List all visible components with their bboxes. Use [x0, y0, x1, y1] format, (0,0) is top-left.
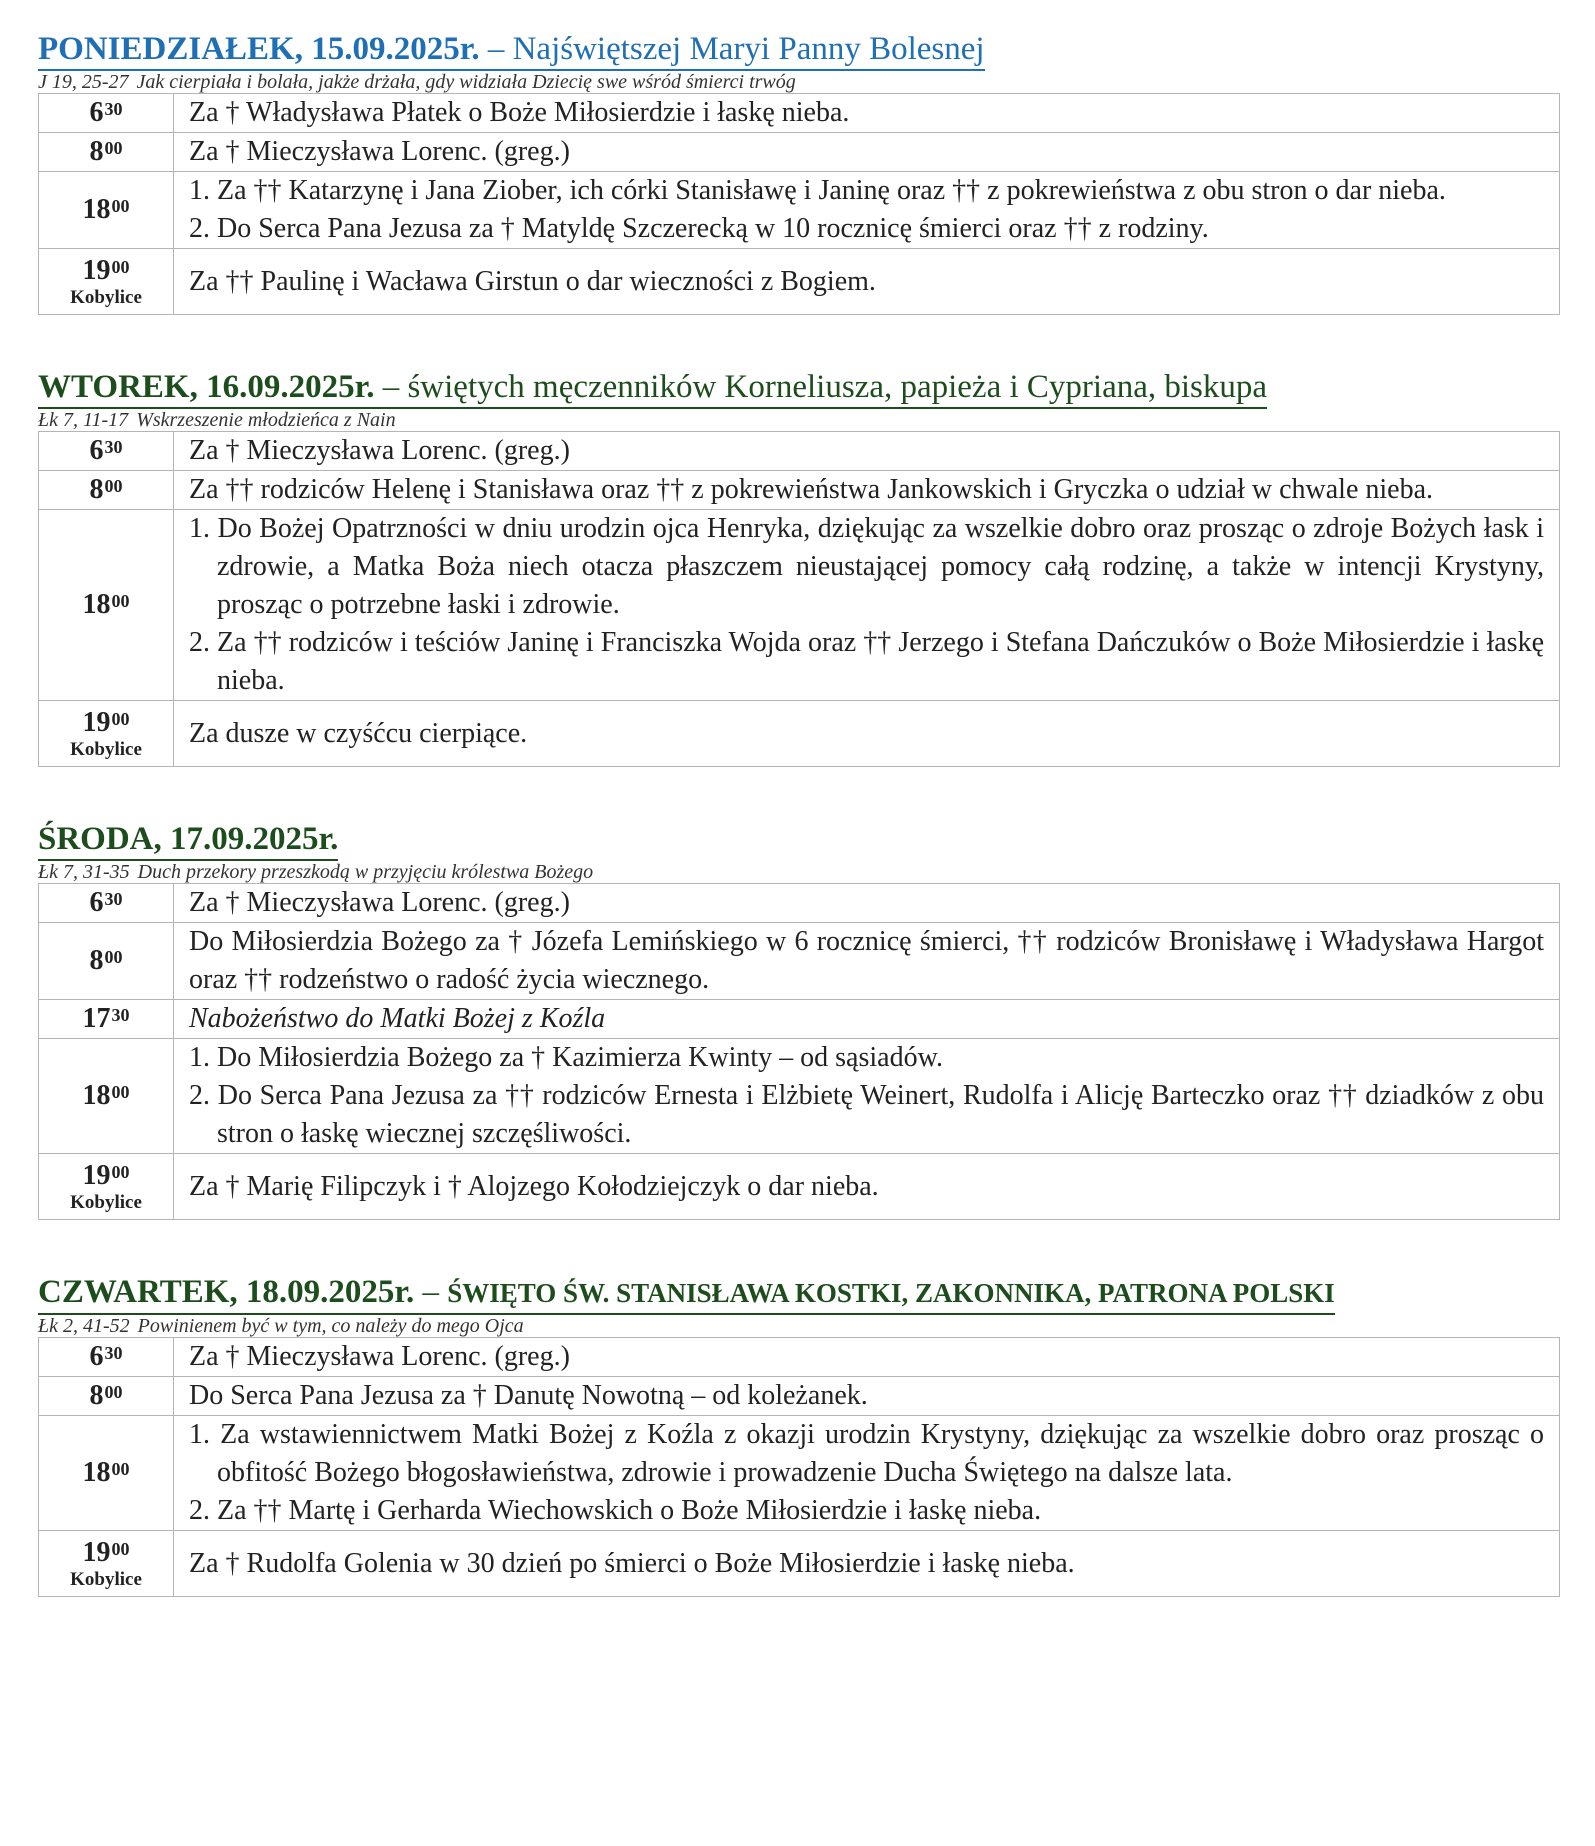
- mass-time: [39, 249, 174, 315]
- time-minutes: 30: [104, 1343, 123, 1363]
- reading-reference: J 19, 25-27: [38, 71, 129, 93]
- time-minutes: 00: [111, 256, 130, 277]
- mass-intentions: [174, 133, 1560, 172]
- time-hour: 19: [82, 1159, 111, 1191]
- mass-row: [39, 94, 1560, 133]
- time-hour: 8: [89, 474, 104, 505]
- mass-time: [39, 510, 174, 701]
- time-hour: 8: [89, 1380, 104, 1411]
- reading-title: Jak cierpiała i bolała, jakże drżała, gdy widziała Dziecię swe wśród śmierci trwóg: [136, 71, 796, 93]
- day-heading: [38, 29, 985, 71]
- mass-intentions: [174, 1531, 1560, 1597]
- mass-time: [39, 133, 174, 172]
- time-hour: 6: [89, 1341, 104, 1372]
- intention-text: 2. Za †† rodziców i teściów Janinę i Franciszka Wojda oraz †† Jerzego i Stefana Dańczuków o Boże Miłosierdzie i łaskę nieba.: [189, 627, 1544, 696]
- heading-separator: –: [374, 369, 408, 405]
- time-hour: 19: [82, 254, 111, 286]
- mass-time: [39, 1039, 174, 1154]
- time-minutes: 00: [104, 1382, 123, 1402]
- reading-reference: Łk 2, 41-52: [38, 1315, 130, 1337]
- day-section: [38, 367, 1560, 767]
- heading-separator: –: [414, 1274, 448, 1310]
- time-value: [83, 1537, 130, 1568]
- intention-text: Do Miłosierdzia Bożego za † Józefa Lemińskiego w 6 rocznicę śmierci, †† rodziców Bronisławę i Władysława Hargot oraz †† rodzeństwo o radość życia wiecznego.: [189, 926, 1544, 995]
- day-heading: [38, 819, 338, 861]
- mass-time: [39, 432, 174, 471]
- time-hour: 18: [82, 194, 111, 225]
- time-hour: 6: [89, 435, 104, 466]
- intention-text: 1. Za wstawiennictwem Matki Bożej z Koźla z okazji urodzin Krystyny, dziękując za wszelkie dobro oraz prosząc o obfitość Bożego błogosławieństwa, zdrowie i prowadzenie Ducha Świętego na dalsze lata.: [189, 1419, 1544, 1488]
- time-value: [90, 136, 123, 167]
- time-minutes: 00: [111, 196, 130, 216]
- time-value: [90, 474, 123, 505]
- time-minutes: 30: [104, 437, 123, 457]
- mass-row: [39, 432, 1560, 471]
- time-minutes: 00: [111, 1161, 130, 1182]
- mass-intentions: [174, 1039, 1560, 1154]
- mass-schedule-table: [38, 431, 1560, 767]
- mass-row: [39, 1377, 1560, 1416]
- time-value: [83, 194, 130, 225]
- mass-location: Kobylice: [70, 1568, 142, 1590]
- time-value: [90, 887, 123, 918]
- time-hour: 19: [82, 706, 111, 738]
- intention-text: 2. Do Serca Pana Jezusa za † Matyldę Szczerecką w 10 rocznicę śmierci oraz †† z rodziny.: [189, 213, 1209, 244]
- day-name: WTOREK, 16.09.2025r.: [38, 369, 375, 405]
- time-value: [83, 1080, 130, 1111]
- mass-row: [39, 249, 1560, 315]
- time-value: [90, 1341, 123, 1372]
- intention-text: Nabożeństwo do Matki Bożej z Koźla: [189, 1003, 606, 1034]
- mass-time: [39, 1416, 174, 1531]
- day-section: [38, 29, 1560, 315]
- mass-schedule-table: [38, 883, 1560, 1220]
- time-minutes: 00: [111, 1538, 130, 1559]
- intention-text: Za † Mieczysława Lorenc. (greg.): [189, 1341, 570, 1372]
- mass-row: [39, 133, 1560, 172]
- intention-text: 1. Za †† Katarzynę i Jana Ziober, ich córki Stanisławę i Janinę oraz †† z pokrewieństwa z obu stron o dar nieba.: [189, 175, 1446, 206]
- mass-row: [39, 1416, 1560, 1531]
- reading-title: Wskrzeszenie młodzieńca z Nain: [136, 409, 396, 431]
- gospel-reading: [38, 71, 1560, 93]
- intention-text: Za †† Paulinę i Wacława Girstun o dar wieczności z Bogiem.: [189, 265, 876, 297]
- mass-intentions: [174, 249, 1560, 315]
- intention-text: 1. Do Bożej Opatrzności w dniu urodzin ojca Henryka, dziękując za wszelkie dobro oraz prosząc o zdroje Bożych łask i zdrowie, a Matka Boża niech otacza płaszczem nieustającej pomocy całą rodzinę, a także w intencji Krystyny, prosząc o potrzebne łaski i zdrowie.: [189, 513, 1544, 620]
- time-value: [83, 255, 130, 286]
- mass-time: [39, 1000, 174, 1039]
- day-name: PONIEDZIAŁEK, 15.09.2025r.: [38, 31, 480, 67]
- time-hour: 8: [89, 136, 104, 167]
- time-hour: 6: [89, 887, 104, 918]
- time-hour: 17: [82, 1003, 111, 1034]
- mass-row: [39, 1154, 1560, 1220]
- intention-text: Za † Mieczysława Lorenc. (greg.): [189, 136, 570, 167]
- mass-row: [39, 471, 1560, 510]
- mass-row: [39, 1338, 1560, 1377]
- gospel-reading: [38, 861, 1560, 883]
- mass-intentions: [174, 1338, 1560, 1377]
- mass-schedule-table: [38, 1337, 1560, 1597]
- time-value: [90, 945, 123, 976]
- intention-text: Do Serca Pana Jezusa za † Danutę Nowotną – od koleżanek.: [189, 1380, 868, 1411]
- feast-name: świętych męczenników Korneliusza, papieża i Cypriana, biskupa: [407, 369, 1268, 405]
- day-heading: [38, 1272, 1335, 1315]
- day-section: [38, 1272, 1560, 1597]
- time-value: [90, 1380, 123, 1411]
- mass-time: [39, 172, 174, 249]
- mass-intentions-document: [38, 0, 1560, 1597]
- mass-intentions: [174, 1000, 1560, 1039]
- time-hour: 18: [82, 1080, 111, 1111]
- time-hour: 6: [89, 97, 104, 128]
- time-minutes: 00: [111, 1082, 130, 1102]
- time-minutes: 00: [104, 138, 123, 158]
- day-section: [38, 819, 1560, 1220]
- gospel-reading: [38, 409, 1560, 431]
- intention-text: Za †† rodziców Helenę i Stanisława oraz †† z pokrewieństwa Jankowskich i Gryczka o udział w chwale nieba.: [189, 474, 1434, 505]
- mass-row: [39, 1531, 1560, 1597]
- time-hour: 8: [89, 945, 104, 976]
- time-minutes: 30: [104, 99, 123, 119]
- reading-title: Duch przekory przeszkodą w przyjęciu królestwa Bożego: [137, 861, 594, 883]
- intention-text: 1. Do Miłosierdzia Bożego za † Kazimierza Kwinty – od sąsiadów.: [189, 1042, 943, 1073]
- day-name: CZWARTEK, 18.09.2025r.: [38, 1274, 415, 1310]
- mass-time: [39, 1338, 174, 1377]
- time-hour: 19: [82, 1536, 111, 1568]
- gospel-reading: [38, 1315, 1560, 1337]
- mass-row: [39, 510, 1560, 701]
- mass-location: Kobylice: [70, 1191, 142, 1213]
- mass-time: [39, 1154, 174, 1220]
- mass-time: [39, 923, 174, 1000]
- mass-intentions: [174, 471, 1560, 510]
- intention-text: Za † Mieczysława Lorenc. (greg.): [189, 887, 570, 918]
- mass-intentions: [174, 510, 1560, 701]
- mass-schedule-table: [38, 93, 1560, 315]
- day-heading: [38, 367, 1267, 409]
- mass-row: [39, 1039, 1560, 1154]
- reading-title: Powinienem być w tym, co należy do mego Ojca: [137, 1315, 524, 1337]
- intention-text: Za † Marię Filipczyk i † Alojzego Kołodziejczyk o dar nieba.: [189, 1170, 879, 1202]
- time-minutes: 00: [104, 947, 123, 967]
- mass-intentions: [174, 94, 1560, 133]
- mass-time: [39, 884, 174, 923]
- mass-intentions: [174, 1416, 1560, 1531]
- intention-text: Za † Mieczysława Lorenc. (greg.): [189, 435, 570, 466]
- time-value: [83, 1160, 130, 1191]
- mass-time: [39, 701, 174, 767]
- time-minutes: 30: [104, 889, 123, 909]
- time-value: [83, 1003, 130, 1034]
- time-value: [90, 97, 123, 128]
- intention-text: 2. Za †† Martę i Gerharda Wiechowskich o Boże Miłosierdzie i łaskę nieba.: [189, 1495, 1042, 1526]
- mass-intentions: [174, 432, 1560, 471]
- intention-text: Za † Rudolfa Golenia w 30 dzień po śmierci o Boże Miłosierdzie i łaskę nieba.: [189, 1547, 1075, 1579]
- intention-text: Za dusze w czyśćcu cierpiące.: [189, 717, 528, 749]
- time-value: [83, 589, 130, 620]
- reading-reference: Łk 7, 11-17: [38, 409, 129, 431]
- time-value: [83, 707, 130, 738]
- mass-intentions: [174, 172, 1560, 249]
- time-hour: 18: [82, 1457, 111, 1488]
- feast-name: Najświętszej Maryi Panny Bolesnej: [512, 31, 985, 67]
- mass-intentions: [174, 884, 1560, 923]
- mass-time: [39, 1531, 174, 1597]
- time-minutes: 00: [111, 591, 130, 611]
- mass-time: [39, 471, 174, 510]
- feast-name: ŚWIĘTO ŚW. STANISŁAWA KOSTKI, ZAKONNIKA, PATRONA POLSKI: [447, 1278, 1335, 1308]
- day-name: ŚRODA, 17.09.2025r.: [38, 821, 339, 857]
- time-hour: 18: [82, 589, 111, 620]
- time-minutes: 30: [111, 1005, 130, 1025]
- heading-separator: –: [479, 31, 513, 67]
- mass-intentions: [174, 701, 1560, 767]
- intention-text: Za † Władysława Płatek o Boże Miłosierdzie i łaskę nieba.: [189, 97, 850, 128]
- intention-text: 2. Do Serca Pana Jezusa za †† rodziców Ernesta i Elżbietę Weinert, Rudolfa i Alicję Barteczko oraz †† dziadków z obu stron o łaskę wiecznej szczęśliwości.: [189, 1080, 1544, 1149]
- mass-intentions: [174, 923, 1560, 1000]
- mass-time: [39, 1377, 174, 1416]
- mass-row: [39, 701, 1560, 767]
- mass-row: [39, 172, 1560, 249]
- time-minutes: 00: [104, 476, 123, 496]
- mass-location: Kobylice: [70, 738, 142, 760]
- mass-row: [39, 884, 1560, 923]
- mass-row: [39, 1000, 1560, 1039]
- time-minutes: 00: [111, 708, 130, 729]
- time-minutes: 00: [111, 1459, 130, 1479]
- mass-intentions: [174, 1377, 1560, 1416]
- time-value: [83, 1457, 130, 1488]
- mass-location: Kobylice: [70, 286, 142, 308]
- time-value: [90, 435, 123, 466]
- mass-intentions: [174, 1154, 1560, 1220]
- reading-reference: Łk 7, 31-35: [38, 861, 130, 883]
- mass-time: [39, 94, 174, 133]
- mass-row: [39, 923, 1560, 1000]
